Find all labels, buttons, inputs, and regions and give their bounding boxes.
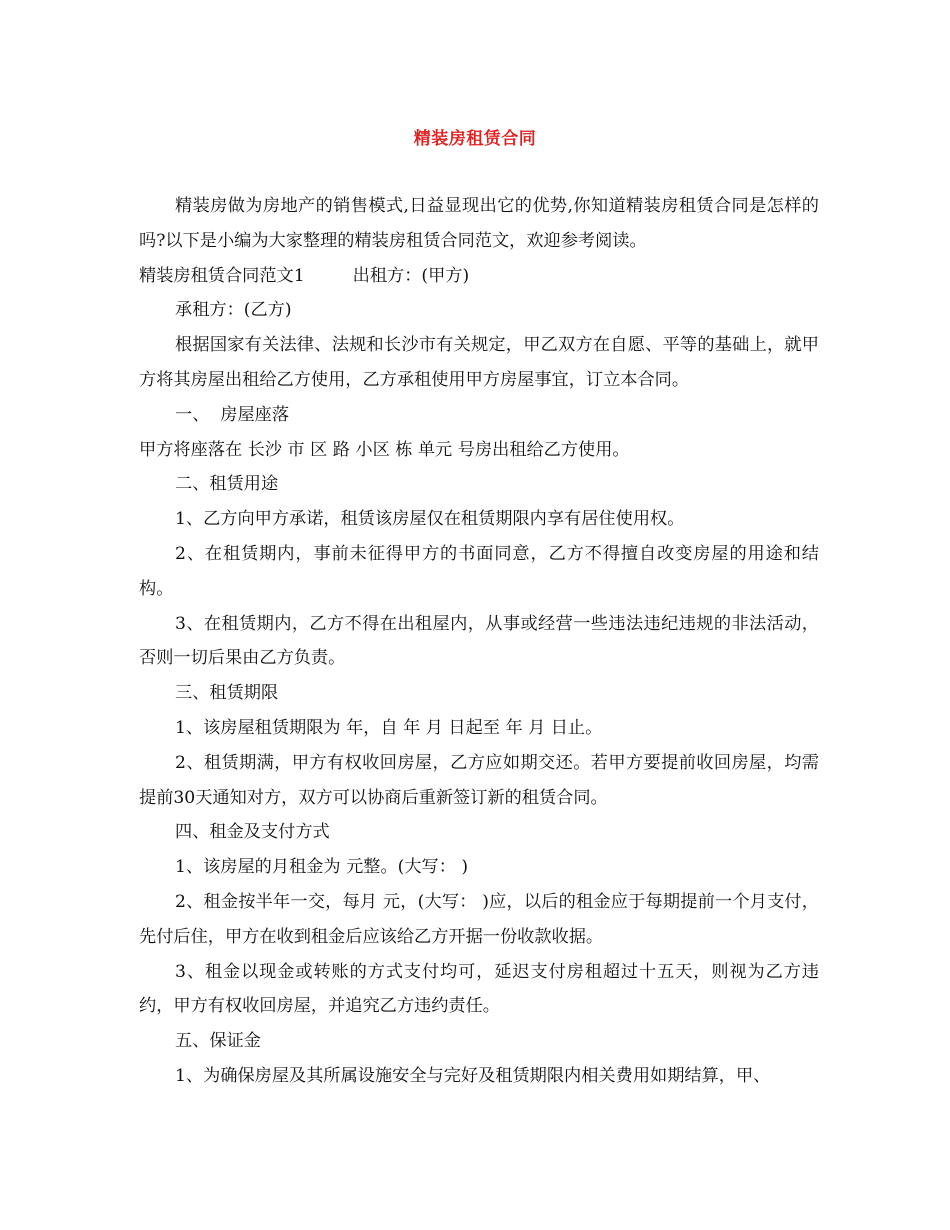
section-4-paragraph-1: 1、该房屋的月租金为 元整。(大写： ) bbox=[175, 857, 469, 878]
section-2-paragraph-2: 2、在租赁期内，事前未征得甲方的书面同意，乙方不得擅自改变房屋的用途和结构。 bbox=[139, 543, 819, 599]
lessee-label: 承租方：(乙方) bbox=[175, 300, 292, 321]
lessor-label: 出租方：(甲方) bbox=[352, 265, 470, 286]
section-2-paragraph-1: 1、乙方向甲方承诺，租赁该房屋仅在租赁期限内享有居住使用权。 bbox=[175, 509, 685, 530]
section-4-paragraph-3: 3、租金以现金或转账的方式支付均可，延迟支付房租超过十五天，则视为乙方违约，甲方有权收回房屋，并追究乙方违约责任。 bbox=[139, 961, 819, 1017]
sample-heading-line bbox=[139, 259, 819, 294]
section-2-title: 二、租赁用途 bbox=[175, 474, 279, 495]
section-4-paragraph-2: 2、租金按半年一交，每月 元，(大写： )应，以后的租金应于每期提前一个月支付，先付后住，甲方在收到租金后应该给乙方开据一份收款收据。 bbox=[139, 891, 819, 947]
document-body bbox=[139, 189, 819, 1094]
sample-heading: 精装房租赁合同范文1 bbox=[139, 265, 305, 286]
document-title: 精装房租赁合同 bbox=[413, 129, 537, 149]
section-5-title: 五、保证金 bbox=[175, 1031, 261, 1052]
section-4-title: 四、租金及支付方式 bbox=[175, 822, 330, 843]
intro-paragraph: 精装房做为房地产的销售模式,日益显现出它的优势,你知道精装房租赁合同是怎样的吗?以下是小编为大家整理的精装房租赁合同范文，欢迎参考阅读。 bbox=[139, 196, 819, 251]
section-1-title: 一、 房屋座落 bbox=[175, 404, 290, 425]
section-3-title: 三、租赁期限 bbox=[175, 683, 279, 704]
section-5-paragraph-1: 1、为确保房屋及其所属设施安全与完好及租赁期限内相关费用如期结算，甲、 bbox=[175, 1065, 771, 1086]
section-3-paragraph-1: 1、该房屋租赁期限为 年，自 年 月 日起至 年 月 日止。 bbox=[175, 717, 603, 738]
section-1-paragraph-1: 甲方将座落在 长沙 市 区 路 小区 栋 单元 号房出租给乙方使用。 bbox=[139, 439, 630, 460]
preamble-paragraph: 根据国家有关法律、法规和长沙市有关规定，甲乙双方在自愿、平等的基础上，就甲方将其房屋出租给乙方使用，乙方承租使用甲方房屋事宜，订立本合同。 bbox=[139, 335, 819, 390]
section-3-paragraph-2: 2、租赁期满，甲方有权收回房屋，乙方应如期交还。若甲方要提前收回房屋，均需提前30天通知对方，双方可以协商后重新签订新的租赁合同。 bbox=[139, 752, 819, 808]
section-2-paragraph-3: 3、在租赁期内，乙方不得在出租屋内，从事或经营一些违法违纪违规的非法活动，否则一切后果由乙方负责。 bbox=[139, 613, 819, 669]
